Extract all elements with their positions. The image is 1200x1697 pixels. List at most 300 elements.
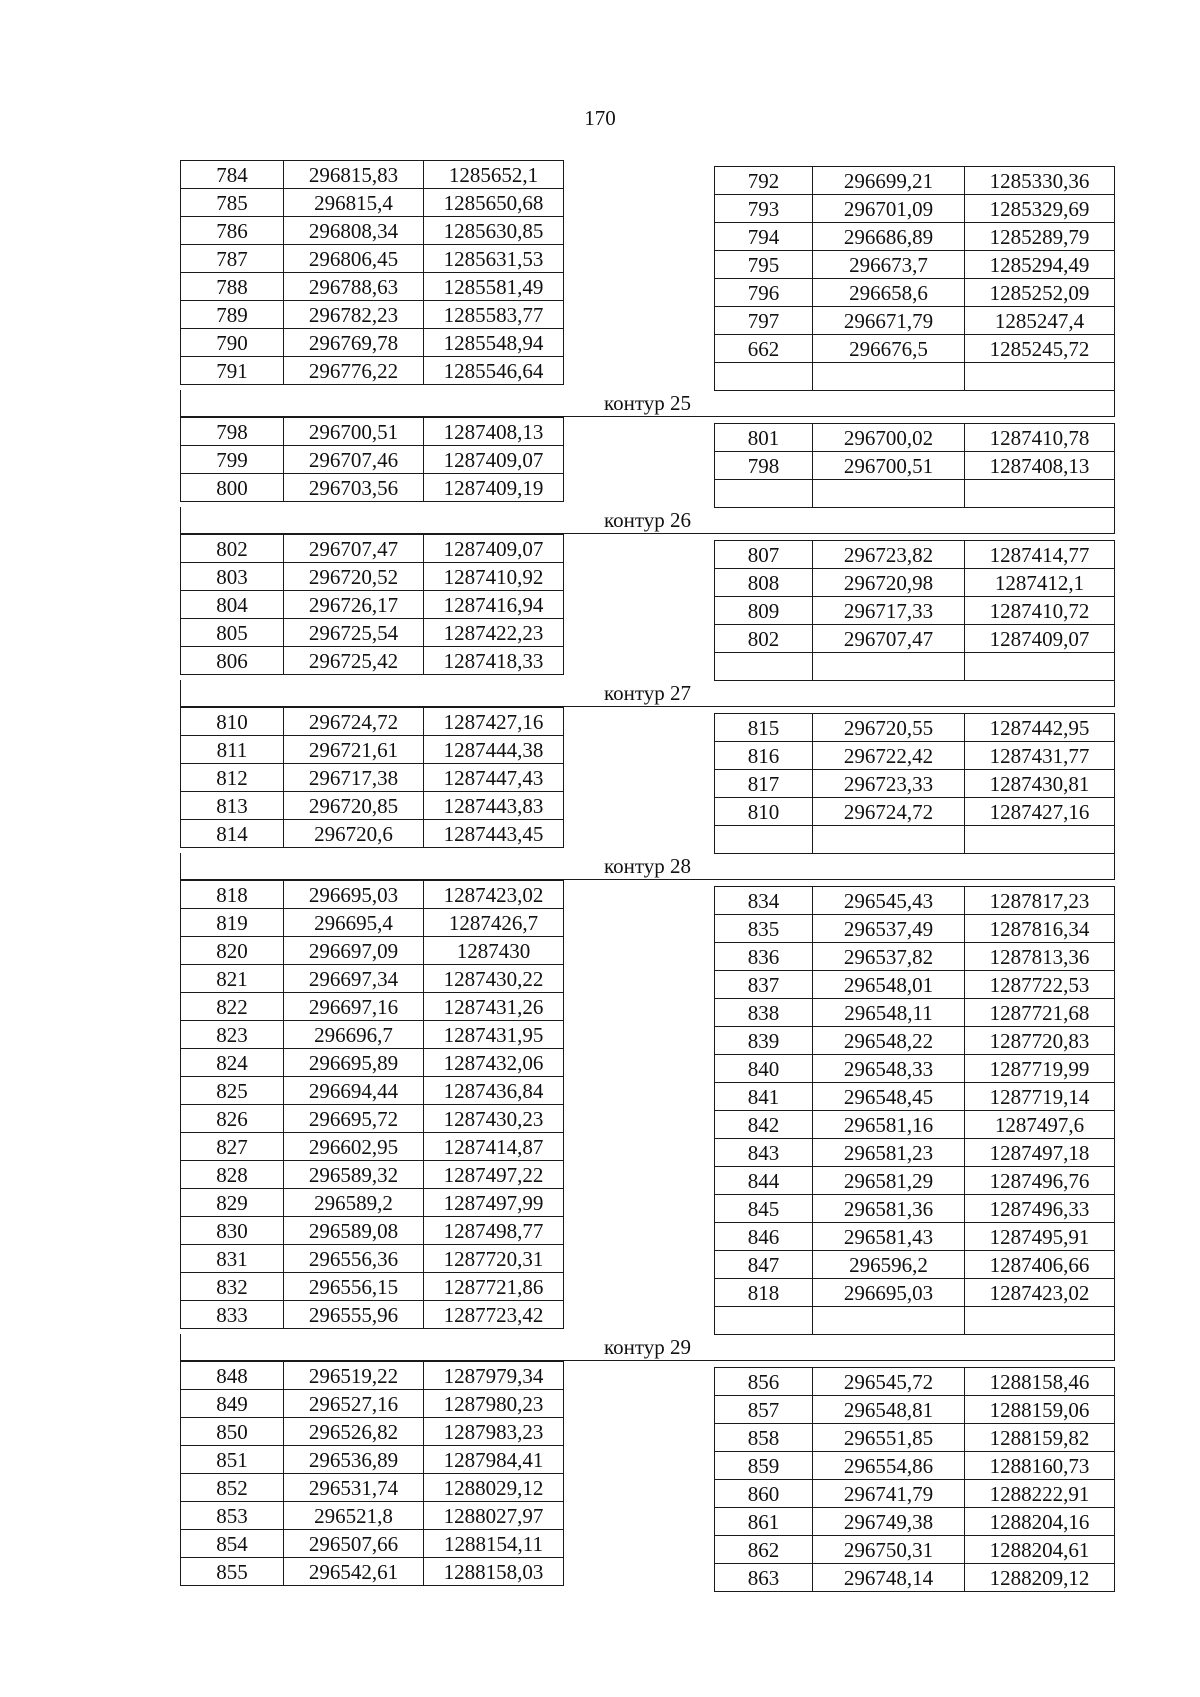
- y-coordinate-cell: 1285581,49: [424, 273, 564, 301]
- x-coordinate-cell: [813, 1307, 965, 1335]
- point-number-cell: 784: [181, 161, 284, 189]
- x-coordinate-cell: 296815,4: [284, 189, 424, 217]
- y-coordinate-cell: 1287447,43: [424, 764, 564, 792]
- table-row: [181, 1161, 564, 1189]
- x-coordinate-cell: 296726,17: [284, 591, 424, 619]
- x-coordinate-cell: 296676,5: [813, 335, 965, 363]
- point-number-cell: 810: [181, 708, 284, 736]
- x-coordinate-cell: 296602,95: [284, 1133, 424, 1161]
- table-row: [715, 1307, 1115, 1335]
- x-coordinate-cell: 296815,83: [284, 161, 424, 189]
- x-coordinate-cell: 296707,47: [284, 535, 424, 563]
- table-row: [181, 161, 564, 189]
- table-row: [181, 937, 564, 965]
- y-coordinate-cell: 1287721,68: [965, 999, 1115, 1027]
- x-coordinate-cell: 296695,72: [284, 1105, 424, 1133]
- table-row: [181, 1530, 564, 1558]
- table-row: [181, 1390, 564, 1418]
- x-coordinate-cell: 296703,56: [284, 474, 424, 502]
- table-row: [715, 943, 1115, 971]
- y-coordinate-cell: 1287410,92: [424, 563, 564, 591]
- table-row: [181, 245, 564, 273]
- point-number-cell: 799: [181, 446, 284, 474]
- y-coordinate-cell: 1288158,03: [424, 1558, 564, 1586]
- table-row: [181, 1362, 564, 1390]
- point-number-cell: 821: [181, 965, 284, 993]
- x-coordinate-cell: 296720,6: [284, 820, 424, 848]
- y-coordinate-cell: 1287416,94: [424, 591, 564, 619]
- x-coordinate-cell: 296527,16: [284, 1390, 424, 1418]
- y-coordinate-cell: 1287816,34: [965, 915, 1115, 943]
- point-number-cell: 819: [181, 909, 284, 937]
- y-coordinate-cell: 1287720,31: [424, 1245, 564, 1273]
- y-coordinate-cell: 1287442,95: [965, 714, 1115, 742]
- y-coordinate-cell: 1288154,11: [424, 1530, 564, 1558]
- y-coordinate-cell: 1285583,77: [424, 301, 564, 329]
- left-coordinate-table: [180, 534, 564, 675]
- point-number-cell: 834: [715, 887, 813, 915]
- coordinate-tables: [180, 160, 1115, 1591]
- x-coordinate-cell: 296545,72: [813, 1368, 965, 1396]
- table-row: [715, 1083, 1115, 1111]
- table-row: [181, 1217, 564, 1245]
- table-row: [181, 708, 564, 736]
- point-number-cell: 826: [181, 1105, 284, 1133]
- x-coordinate-cell: 296554,86: [813, 1452, 965, 1480]
- point-number-cell: 835: [715, 915, 813, 943]
- point-number-cell: 860: [715, 1480, 813, 1508]
- x-coordinate-cell: 296695,03: [813, 1279, 965, 1307]
- y-coordinate-cell: 1287722,53: [965, 971, 1115, 999]
- table-row: [181, 820, 564, 848]
- point-number-cell: 830: [181, 1217, 284, 1245]
- y-coordinate-cell: 1287422,23: [424, 619, 564, 647]
- y-coordinate-cell: 1287719,14: [965, 1083, 1115, 1111]
- y-coordinate-cell: 1285252,09: [965, 279, 1115, 307]
- x-coordinate-cell: 296721,61: [284, 736, 424, 764]
- contour-section: [180, 417, 1115, 507]
- table-row: [715, 1564, 1115, 1592]
- table-row: [181, 474, 564, 502]
- y-coordinate-cell: 1285245,72: [965, 335, 1115, 363]
- x-coordinate-cell: 296808,34: [284, 217, 424, 245]
- x-coordinate-cell: 296707,47: [813, 625, 965, 653]
- y-coordinate-cell: [965, 826, 1115, 854]
- point-number-cell: 827: [181, 1133, 284, 1161]
- point-number-cell: 811: [181, 736, 284, 764]
- point-number-cell: 817: [715, 770, 813, 798]
- table-row: [181, 764, 564, 792]
- y-coordinate-cell: 1285294,49: [965, 251, 1115, 279]
- table-row: [181, 189, 564, 217]
- y-coordinate-cell: 1287980,23: [424, 1390, 564, 1418]
- y-coordinate-cell: 1287443,45: [424, 820, 564, 848]
- y-coordinate-cell: 1285631,53: [424, 245, 564, 273]
- table-row: [715, 569, 1115, 597]
- point-number-cell: 843: [715, 1139, 813, 1167]
- table-row: [715, 915, 1115, 943]
- point-number-cell: 844: [715, 1167, 813, 1195]
- contour-header: контур 26: [180, 507, 1115, 534]
- x-coordinate-cell: 296537,49: [813, 915, 965, 943]
- point-number-cell: 818: [715, 1279, 813, 1307]
- x-coordinate-cell: 296724,72: [284, 708, 424, 736]
- point-number-cell: 789: [181, 301, 284, 329]
- point-number-cell: 810: [715, 798, 813, 826]
- point-number-cell: 808: [715, 569, 813, 597]
- y-coordinate-cell: 1285247,4: [965, 307, 1115, 335]
- table-row: [181, 273, 564, 301]
- point-number-cell: 813: [181, 792, 284, 820]
- y-coordinate-cell: 1287406,66: [965, 1251, 1115, 1279]
- y-coordinate-cell: 1287418,33: [424, 647, 564, 675]
- x-coordinate-cell: 296556,15: [284, 1273, 424, 1301]
- x-coordinate-cell: 296776,22: [284, 357, 424, 385]
- point-number-cell: 796: [715, 279, 813, 307]
- point-number-cell: 838: [715, 999, 813, 1027]
- point-number-cell: 802: [715, 625, 813, 653]
- y-coordinate-cell: 1287410,78: [965, 424, 1115, 452]
- x-coordinate-cell: [813, 363, 965, 391]
- table-row: [181, 1474, 564, 1502]
- table-row: [715, 1424, 1115, 1452]
- point-number-cell: 841: [715, 1083, 813, 1111]
- y-coordinate-cell: 1287443,83: [424, 792, 564, 820]
- x-coordinate-cell: 296581,29: [813, 1167, 965, 1195]
- point-number-cell: 802: [181, 535, 284, 563]
- table-row: [181, 329, 564, 357]
- table-row: [181, 1077, 564, 1105]
- y-coordinate-cell: 1288160,73: [965, 1452, 1115, 1480]
- point-number-cell: [715, 363, 813, 391]
- point-number-cell: 836: [715, 943, 813, 971]
- right-coordinate-table: [714, 886, 1115, 1335]
- point-number-cell: 854: [181, 1530, 284, 1558]
- x-coordinate-cell: 296536,89: [284, 1446, 424, 1474]
- point-number-cell: 805: [181, 619, 284, 647]
- table-row: [181, 1245, 564, 1273]
- table-row: [715, 742, 1115, 770]
- left-coordinate-table: [180, 160, 564, 385]
- table-row: [715, 424, 1115, 452]
- y-coordinate-cell: 1287432,06: [424, 1049, 564, 1077]
- x-coordinate-cell: 296725,54: [284, 619, 424, 647]
- table-row: [181, 736, 564, 764]
- x-coordinate-cell: 296555,96: [284, 1301, 424, 1329]
- point-number-cell: 801: [715, 424, 813, 452]
- y-coordinate-cell: 1285330,36: [965, 167, 1115, 195]
- x-coordinate-cell: 296720,85: [284, 792, 424, 820]
- y-coordinate-cell: 1287497,6: [965, 1111, 1115, 1139]
- x-coordinate-cell: 296695,89: [284, 1049, 424, 1077]
- x-coordinate-cell: 296720,98: [813, 569, 965, 597]
- point-number-cell: 816: [715, 742, 813, 770]
- table-row: [715, 971, 1115, 999]
- table-row: [715, 223, 1115, 251]
- table-row: [715, 1536, 1115, 1564]
- y-coordinate-cell: 1287498,77: [424, 1217, 564, 1245]
- point-number-cell: [715, 653, 813, 681]
- table-row: [181, 792, 564, 820]
- x-coordinate-cell: 296548,11: [813, 999, 965, 1027]
- x-coordinate-cell: 296671,79: [813, 307, 965, 335]
- table-row: [715, 541, 1115, 569]
- y-coordinate-cell: [965, 480, 1115, 508]
- y-coordinate-cell: 1287720,83: [965, 1027, 1115, 1055]
- table-row: [181, 1273, 564, 1301]
- point-number-cell: 853: [181, 1502, 284, 1530]
- table-row: [181, 446, 564, 474]
- point-number-cell: 809: [715, 597, 813, 625]
- contour-section: [180, 1361, 1115, 1591]
- y-coordinate-cell: 1287423,02: [965, 1279, 1115, 1307]
- x-coordinate-cell: 296596,2: [813, 1251, 965, 1279]
- point-number-cell: 852: [181, 1474, 284, 1502]
- y-coordinate-cell: 1285546,64: [424, 357, 564, 385]
- point-number-cell: 812: [181, 764, 284, 792]
- table-row: [715, 251, 1115, 279]
- x-coordinate-cell: 296749,38: [813, 1508, 965, 1536]
- x-coordinate-cell: 296526,82: [284, 1418, 424, 1446]
- table-row: [715, 1452, 1115, 1480]
- table-row: [181, 357, 564, 385]
- y-coordinate-cell: 1287430: [424, 937, 564, 965]
- table-row: [181, 647, 564, 675]
- right-coordinate-table: [714, 713, 1115, 854]
- table-row: [715, 826, 1115, 854]
- point-number-cell: 792: [715, 167, 813, 195]
- table-row: [715, 1223, 1115, 1251]
- point-number-cell: 814: [181, 820, 284, 848]
- contour-header: контур 27: [180, 680, 1115, 707]
- y-coordinate-cell: 1287497,22: [424, 1161, 564, 1189]
- y-coordinate-cell: 1287430,23: [424, 1105, 564, 1133]
- x-coordinate-cell: 296537,82: [813, 943, 965, 971]
- point-number-cell: 820: [181, 937, 284, 965]
- x-coordinate-cell: 296741,79: [813, 1480, 965, 1508]
- x-coordinate-cell: 296696,7: [284, 1021, 424, 1049]
- x-coordinate-cell: 296723,82: [813, 541, 965, 569]
- table-row: [715, 1279, 1115, 1307]
- point-number-cell: 803: [181, 563, 284, 591]
- table-row: [715, 480, 1115, 508]
- point-number-cell: 857: [715, 1396, 813, 1424]
- table-row: [715, 1167, 1115, 1195]
- point-number-cell: 818: [181, 881, 284, 909]
- right-coordinate-table: [714, 540, 1115, 681]
- y-coordinate-cell: 1287983,23: [424, 1418, 564, 1446]
- point-number-cell: 798: [181, 418, 284, 446]
- y-coordinate-cell: 1287412,1: [965, 569, 1115, 597]
- x-coordinate-cell: 296581,36: [813, 1195, 965, 1223]
- y-coordinate-cell: 1285289,79: [965, 223, 1115, 251]
- table-row: [181, 1021, 564, 1049]
- y-coordinate-cell: 1285652,1: [424, 161, 564, 189]
- table-row: [181, 1418, 564, 1446]
- point-number-cell: 794: [715, 223, 813, 251]
- x-coordinate-cell: 296686,89: [813, 223, 965, 251]
- x-coordinate-cell: 296724,72: [813, 798, 965, 826]
- table-row: [181, 1133, 564, 1161]
- table-row: [715, 452, 1115, 480]
- point-number-cell: 806: [181, 647, 284, 675]
- point-number-cell: 846: [715, 1223, 813, 1251]
- contour-section: [180, 880, 1115, 1334]
- x-coordinate-cell: 296725,42: [284, 647, 424, 675]
- point-number-cell: 823: [181, 1021, 284, 1049]
- contour-header: контур 29: [180, 1334, 1115, 1361]
- point-number-cell: 798: [715, 452, 813, 480]
- left-coordinate-table: [180, 707, 564, 848]
- y-coordinate-cell: 1287409,19: [424, 474, 564, 502]
- point-number-cell: 858: [715, 1424, 813, 1452]
- table-row: [715, 1139, 1115, 1167]
- table-row: [181, 1049, 564, 1077]
- y-coordinate-cell: 1288209,12: [965, 1564, 1115, 1592]
- point-number-cell: 840: [715, 1055, 813, 1083]
- point-number-cell: 848: [181, 1362, 284, 1390]
- table-row: [715, 363, 1115, 391]
- x-coordinate-cell: 296701,09: [813, 195, 965, 223]
- x-coordinate-cell: 296551,85: [813, 1424, 965, 1452]
- y-coordinate-cell: 1287444,38: [424, 736, 564, 764]
- table-row: [715, 1396, 1115, 1424]
- point-number-cell: 850: [181, 1418, 284, 1446]
- point-number-cell: 845: [715, 1195, 813, 1223]
- point-number-cell: 825: [181, 1077, 284, 1105]
- point-number-cell: 815: [715, 714, 813, 742]
- table-row: [181, 965, 564, 993]
- y-coordinate-cell: [965, 1307, 1115, 1335]
- x-coordinate-cell: 296519,22: [284, 1362, 424, 1390]
- left-coordinate-table: [180, 1361, 564, 1586]
- right-coordinate-table: [714, 423, 1115, 508]
- x-coordinate-cell: 296581,43: [813, 1223, 965, 1251]
- y-coordinate-cell: 1287436,84: [424, 1077, 564, 1105]
- point-number-cell: [715, 480, 813, 508]
- x-coordinate-cell: 296658,6: [813, 279, 965, 307]
- left-coordinate-table: [180, 880, 564, 1329]
- x-coordinate-cell: 296697,34: [284, 965, 424, 993]
- contour-section: [180, 534, 1115, 680]
- x-coordinate-cell: 296545,43: [813, 887, 965, 915]
- x-coordinate-cell: 296548,45: [813, 1083, 965, 1111]
- y-coordinate-cell: 1287979,34: [424, 1362, 564, 1390]
- table-row: [715, 770, 1115, 798]
- table-row: [715, 714, 1115, 742]
- x-coordinate-cell: 296531,74: [284, 1474, 424, 1502]
- contour-header: контур 28: [180, 853, 1115, 880]
- y-coordinate-cell: 1288204,16: [965, 1508, 1115, 1536]
- table-row: [181, 217, 564, 245]
- point-number-cell: 791: [181, 357, 284, 385]
- x-coordinate-cell: 296694,44: [284, 1077, 424, 1105]
- table-row: [181, 563, 564, 591]
- point-number-cell: [715, 1307, 813, 1335]
- table-row: [715, 1480, 1115, 1508]
- y-coordinate-cell: 1288222,91: [965, 1480, 1115, 1508]
- table-row: [715, 1055, 1115, 1083]
- x-coordinate-cell: 296556,36: [284, 1245, 424, 1273]
- x-coordinate-cell: 296548,22: [813, 1027, 965, 1055]
- x-coordinate-cell: 296699,21: [813, 167, 965, 195]
- y-coordinate-cell: 1287813,36: [965, 943, 1115, 971]
- y-coordinate-cell: 1287723,42: [424, 1301, 564, 1329]
- x-coordinate-cell: [813, 480, 965, 508]
- x-coordinate-cell: 296589,2: [284, 1189, 424, 1217]
- table-row: [715, 307, 1115, 335]
- right-coordinate-table: [714, 166, 1115, 391]
- table-row: [715, 597, 1115, 625]
- x-coordinate-cell: 296542,61: [284, 1558, 424, 1586]
- x-coordinate-cell: 296720,55: [813, 714, 965, 742]
- point-number-cell: 837: [715, 971, 813, 999]
- x-coordinate-cell: 296581,23: [813, 1139, 965, 1167]
- table-row: [715, 1251, 1115, 1279]
- point-number-cell: 861: [715, 1508, 813, 1536]
- point-number-cell: 790: [181, 329, 284, 357]
- y-coordinate-cell: 1288027,97: [424, 1502, 564, 1530]
- point-number-cell: 849: [181, 1390, 284, 1418]
- point-number-cell: 832: [181, 1273, 284, 1301]
- point-number-cell: 863: [715, 1564, 813, 1592]
- point-number-cell: 793: [715, 195, 813, 223]
- x-coordinate-cell: 296806,45: [284, 245, 424, 273]
- table-row: [715, 167, 1115, 195]
- x-coordinate-cell: 296700,51: [284, 418, 424, 446]
- contour-section: [180, 707, 1115, 853]
- x-coordinate-cell: 296695,4: [284, 909, 424, 937]
- x-coordinate-cell: 296548,33: [813, 1055, 965, 1083]
- table-row: [715, 625, 1115, 653]
- y-coordinate-cell: 1287497,18: [965, 1139, 1115, 1167]
- x-coordinate-cell: [813, 653, 965, 681]
- x-coordinate-cell: 296548,01: [813, 971, 965, 999]
- y-coordinate-cell: 1287721,86: [424, 1273, 564, 1301]
- point-number-cell: [715, 826, 813, 854]
- table-row: [715, 1368, 1115, 1396]
- table-row: [715, 887, 1115, 915]
- y-coordinate-cell: 1287426,7: [424, 909, 564, 937]
- x-coordinate-cell: 296697,16: [284, 993, 424, 1021]
- table-row: [715, 279, 1115, 307]
- x-coordinate-cell: 296717,38: [284, 764, 424, 792]
- table-row: [181, 909, 564, 937]
- table-row: [715, 798, 1115, 826]
- table-row: [181, 418, 564, 446]
- y-coordinate-cell: 1287427,16: [424, 708, 564, 736]
- contour-section: [180, 160, 1115, 390]
- x-coordinate-cell: 296782,23: [284, 301, 424, 329]
- x-coordinate-cell: 296748,14: [813, 1564, 965, 1592]
- x-coordinate-cell: 296720,52: [284, 563, 424, 591]
- y-coordinate-cell: 1287409,07: [424, 446, 564, 474]
- x-coordinate-cell: 296750,31: [813, 1536, 965, 1564]
- y-coordinate-cell: 1287427,16: [965, 798, 1115, 826]
- table-row: [715, 653, 1115, 681]
- x-coordinate-cell: [813, 826, 965, 854]
- y-coordinate-cell: 1287410,72: [965, 597, 1115, 625]
- y-coordinate-cell: 1288204,61: [965, 1536, 1115, 1564]
- point-number-cell: 859: [715, 1452, 813, 1480]
- y-coordinate-cell: 1288158,46: [965, 1368, 1115, 1396]
- point-number-cell: 851: [181, 1446, 284, 1474]
- y-coordinate-cell: 1287408,13: [965, 452, 1115, 480]
- table-row: [181, 1301, 564, 1329]
- table-row: [715, 1508, 1115, 1536]
- table-row: [715, 999, 1115, 1027]
- x-coordinate-cell: 296521,8: [284, 1502, 424, 1530]
